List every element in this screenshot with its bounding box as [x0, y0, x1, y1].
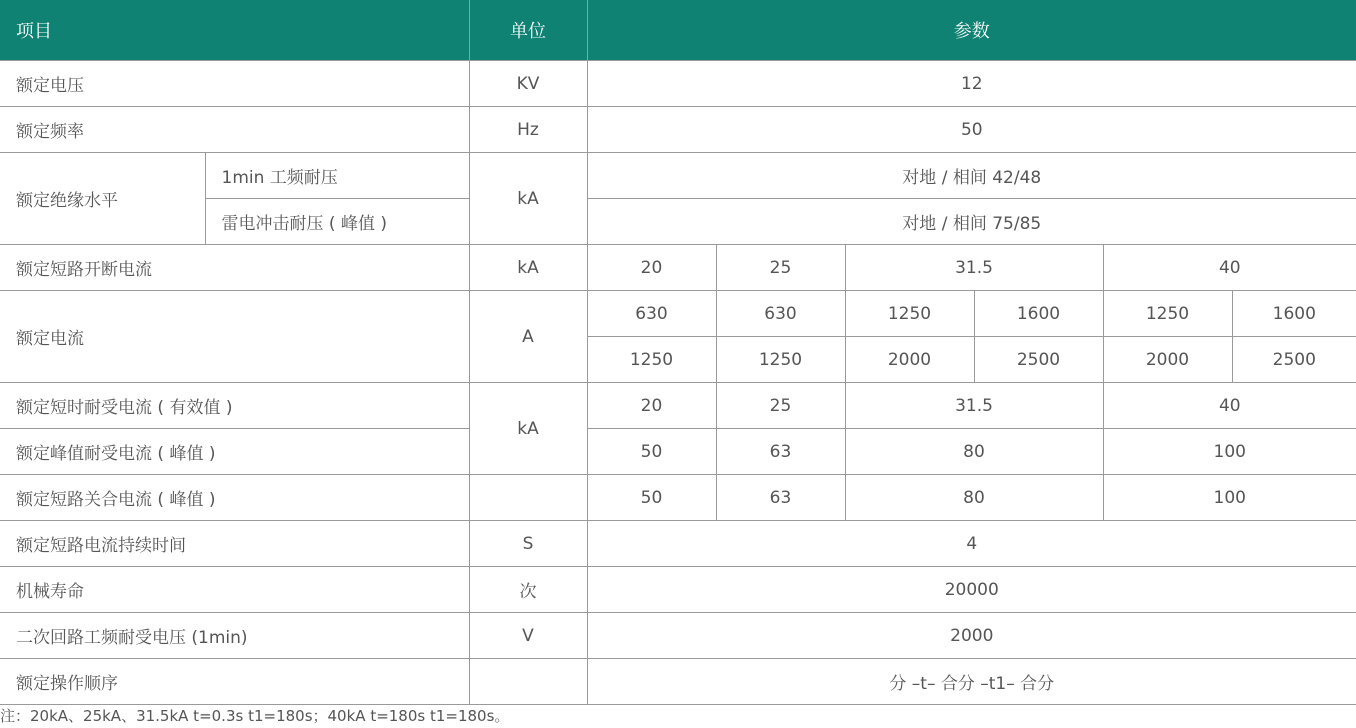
row-value: 1250	[716, 337, 845, 383]
table-row	[0, 61, 1356, 107]
row-unit: kA	[469, 245, 587, 291]
row-value: 1250	[1103, 291, 1232, 337]
row-value: 20	[587, 383, 716, 429]
row-label: 额定短路电流持续时间	[0, 521, 469, 567]
row-value: 31.5	[845, 245, 1103, 291]
row-label: 额定频率	[0, 107, 469, 153]
row-value: 对地 / 相间 42/48	[587, 153, 1356, 199]
row-unit: KV	[469, 61, 587, 107]
table-row	[0, 475, 1356, 521]
table-row	[0, 291, 1356, 337]
row-sublabel: 1min 工频耐压	[205, 153, 469, 199]
footnote: 注：20kA、25kA、31.5kA t=0.3s t1=180s；40kA t=180s t1=180s。	[0, 707, 510, 725]
header-item: 项目	[0, 0, 469, 61]
table-row	[0, 245, 1356, 291]
row-unit: kA	[469, 153, 587, 245]
row-value: 1600	[1232, 291, 1356, 337]
row-value: 50	[587, 429, 716, 475]
row-value: 分 –t– 合分 –t1– 合分	[587, 659, 1356, 705]
row-sublabel: 雷电冲击耐压 ( 峰值 )	[205, 199, 469, 245]
row-value: 20000	[587, 567, 1356, 613]
row-unit: V	[469, 613, 587, 659]
row-value: 50	[587, 475, 716, 521]
row-unit: 次	[469, 567, 587, 613]
row-value: 2500	[1232, 337, 1356, 383]
row-value: 2500	[974, 337, 1103, 383]
row-label: 额定绝缘水平	[0, 153, 205, 245]
row-label: 二次回路工频耐受电压 (1min)	[0, 613, 469, 659]
row-unit: Hz	[469, 107, 587, 153]
row-value: 对地 / 相间 75/85	[587, 199, 1356, 245]
row-value: 2000	[845, 337, 974, 383]
row-label: 额定峰值耐受电流 ( 峰值 )	[0, 429, 469, 475]
row-value: 1250	[845, 291, 974, 337]
row-value: 50	[587, 107, 1356, 153]
row-unit: A	[469, 291, 587, 383]
row-value: 100	[1103, 429, 1356, 475]
row-label: 额定短路关合电流 ( 峰值 )	[0, 475, 469, 521]
row-value: 63	[716, 475, 845, 521]
table-row	[0, 521, 1356, 567]
row-label: 额定短路开断电流	[0, 245, 469, 291]
row-value: 25	[716, 383, 845, 429]
row-unit	[469, 659, 587, 705]
row-value: 80	[845, 429, 1103, 475]
header-params: 参数	[587, 0, 1356, 61]
table-row	[0, 153, 1356, 199]
table-header-row	[0, 0, 1356, 61]
row-unit	[469, 475, 587, 521]
row-value: 63	[716, 429, 845, 475]
row-value: 12	[587, 61, 1356, 107]
row-value: 40	[1103, 245, 1356, 291]
row-label: 额定电流	[0, 291, 469, 383]
row-value: 20	[587, 245, 716, 291]
row-label: 额定短时耐受电流 ( 有效值 )	[0, 383, 469, 429]
table-row	[0, 613, 1356, 659]
row-value: 40	[1103, 383, 1356, 429]
row-value: 630	[716, 291, 845, 337]
table-row	[0, 429, 1356, 475]
row-label: 额定操作顺序	[0, 659, 469, 705]
row-value: 1250	[587, 337, 716, 383]
row-value: 630	[587, 291, 716, 337]
row-value: 31.5	[845, 383, 1103, 429]
row-unit: kA	[469, 383, 587, 475]
row-value: 100	[1103, 475, 1356, 521]
table-row	[0, 567, 1356, 613]
row-unit: S	[469, 521, 587, 567]
row-value: 2000	[1103, 337, 1232, 383]
row-value: 4	[587, 521, 1356, 567]
header-unit: 单位	[469, 0, 587, 61]
row-value: 80	[845, 475, 1103, 521]
table-row	[0, 107, 1356, 153]
row-value: 1600	[974, 291, 1103, 337]
table-row	[0, 659, 1356, 705]
table-row	[0, 383, 1356, 429]
row-label: 机械寿命	[0, 567, 469, 613]
row-label: 额定电压	[0, 61, 469, 107]
row-value: 2000	[587, 613, 1356, 659]
row-value: 25	[716, 245, 845, 291]
